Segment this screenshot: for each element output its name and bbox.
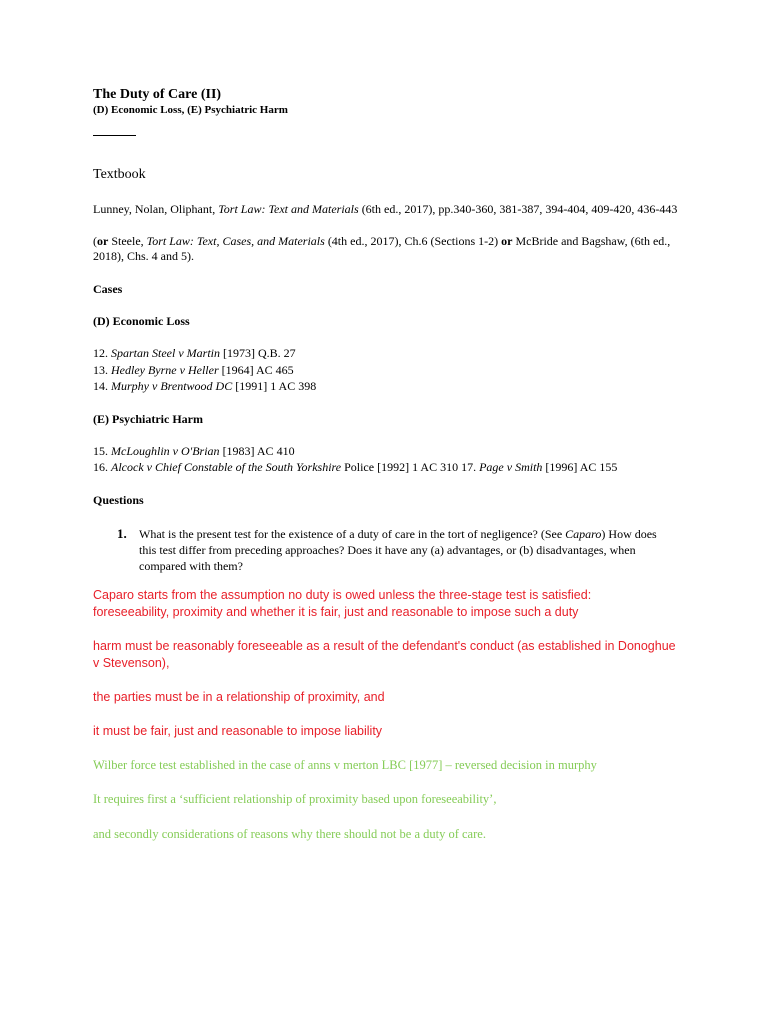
case-item: [93, 345, 683, 362]
document-subtitle: (D) Economic Loss, (E) Psychiatric Harm: [93, 104, 288, 116]
case-number: 14.: [93, 379, 111, 393]
case-number: 15.: [93, 443, 111, 458]
ref1-authors: Lunney, Nolan, Oliphant,: [93, 202, 219, 216]
ref2-part-3: McBride and Bagshaw, (6th ed., 2018), Chs. 4 and 5).: [93, 234, 671, 263]
ref2-open: (: [93, 234, 97, 248]
ref2-part-1: Steele,: [108, 234, 147, 248]
case-citation: [1973] Q.B. 27: [219, 346, 296, 360]
case-name: Alcock v Chief Constable of the South Yorkshire: [111, 460, 342, 474]
questions-heading: Questions: [93, 492, 144, 507]
answer-note-red: it must be fair, just and reasonable to impose liability: [93, 723, 383, 738]
ref1-title: Tort Law: Text and Materials: [218, 202, 359, 216]
question-case-name: Caparo: [565, 526, 602, 541]
document-page: [93, 86, 683, 842]
psychiatric-harm-case-list: [93, 443, 678, 476]
case-number: 16.: [93, 460, 111, 474]
case-citation: [1996] AC 155: [542, 460, 618, 474]
answer-note-red: the parties must be in a relationship of proximity, and: [93, 689, 385, 704]
case-name: Spartan Steel v Martin: [111, 346, 220, 360]
ref2-title: Tort Law: Text, Cases, and Materials: [146, 234, 325, 248]
question-item: [93, 526, 683, 574]
textbook-heading: Textbook: [93, 167, 146, 182]
question-text: [139, 526, 669, 574]
ref2-part-2: (4th ed., 2017), Ch.6 (Sections 1-2): [324, 234, 502, 248]
case-name: Hedley Byrne v Heller: [111, 362, 219, 377]
case-item: [93, 362, 683, 379]
case-number: 12.: [93, 346, 111, 360]
textbook-reference-primary: [93, 202, 683, 217]
answer-note-green: It requires first a ‘sufficient relationship of proximity based upon foreseeability’,: [93, 791, 497, 806]
ref1-details: (6th ed., 2017), pp.340-360, 381-387, 394-404, 409-420, 436-443: [358, 202, 678, 216]
cases-heading: Cases: [93, 282, 123, 296]
question-text-part: What is the present test for the existence of a duty of care in the tort of negligence? (See: [139, 526, 566, 541]
document-title: The Duty of Care (II): [93, 87, 222, 102]
case-item: [93, 378, 683, 395]
question-number: 1.: [117, 525, 127, 541]
case-name: Page v Smith: [479, 460, 543, 474]
case-citation: [1983] AC 410: [219, 443, 295, 458]
answer-note-green: Wilber force test established in the case of anns v merton LBC [1977] – reversed decision in murphy: [93, 757, 597, 772]
case-citation: [1964] AC 465: [218, 362, 294, 377]
economic-loss-heading: (D) Economic Loss: [93, 314, 190, 328]
textbook-reference-alternatives: [93, 234, 683, 264]
case-name: Murphy v Brentwood DC: [111, 379, 233, 393]
answer-note-red: Caparo starts from the assumption no duty is owed unless the three-stage test is satisfied: foreseeability, proximity and whether it is fair, just and reasonable to impose such a duty: [93, 587, 592, 619]
case-name: McLoughlin v O'Brian: [111, 443, 220, 458]
economic-loss-case-list: [93, 345, 683, 395]
case-item: [93, 443, 678, 460]
title-underline: [93, 135, 136, 136]
case-number: 13.: [93, 362, 111, 377]
question-text-part: ) How does this test differ from preceding approaches? Does it have any (a) advantages, or (b) disadvantages, when compared with them?: [139, 526, 657, 573]
psychiatric-harm-heading: (E) Psychiatric Harm: [93, 411, 203, 426]
ref2-or-2: or: [501, 234, 513, 248]
case-item: [93, 459, 678, 476]
ref2-or-1: or: [97, 234, 109, 248]
answer-note-green: and secondly considerations of reasons why there should not be a duty of care.: [93, 826, 486, 841]
case-citation: Police [1992] 1 AC 310 17.: [341, 460, 480, 474]
case-citation: [1991] 1 AC 398: [232, 379, 317, 393]
answer-note-red: harm must be reasonably foreseeable as a result of the defendant's conduct (as established in Donoghue v Stevenson),: [93, 638, 676, 670]
